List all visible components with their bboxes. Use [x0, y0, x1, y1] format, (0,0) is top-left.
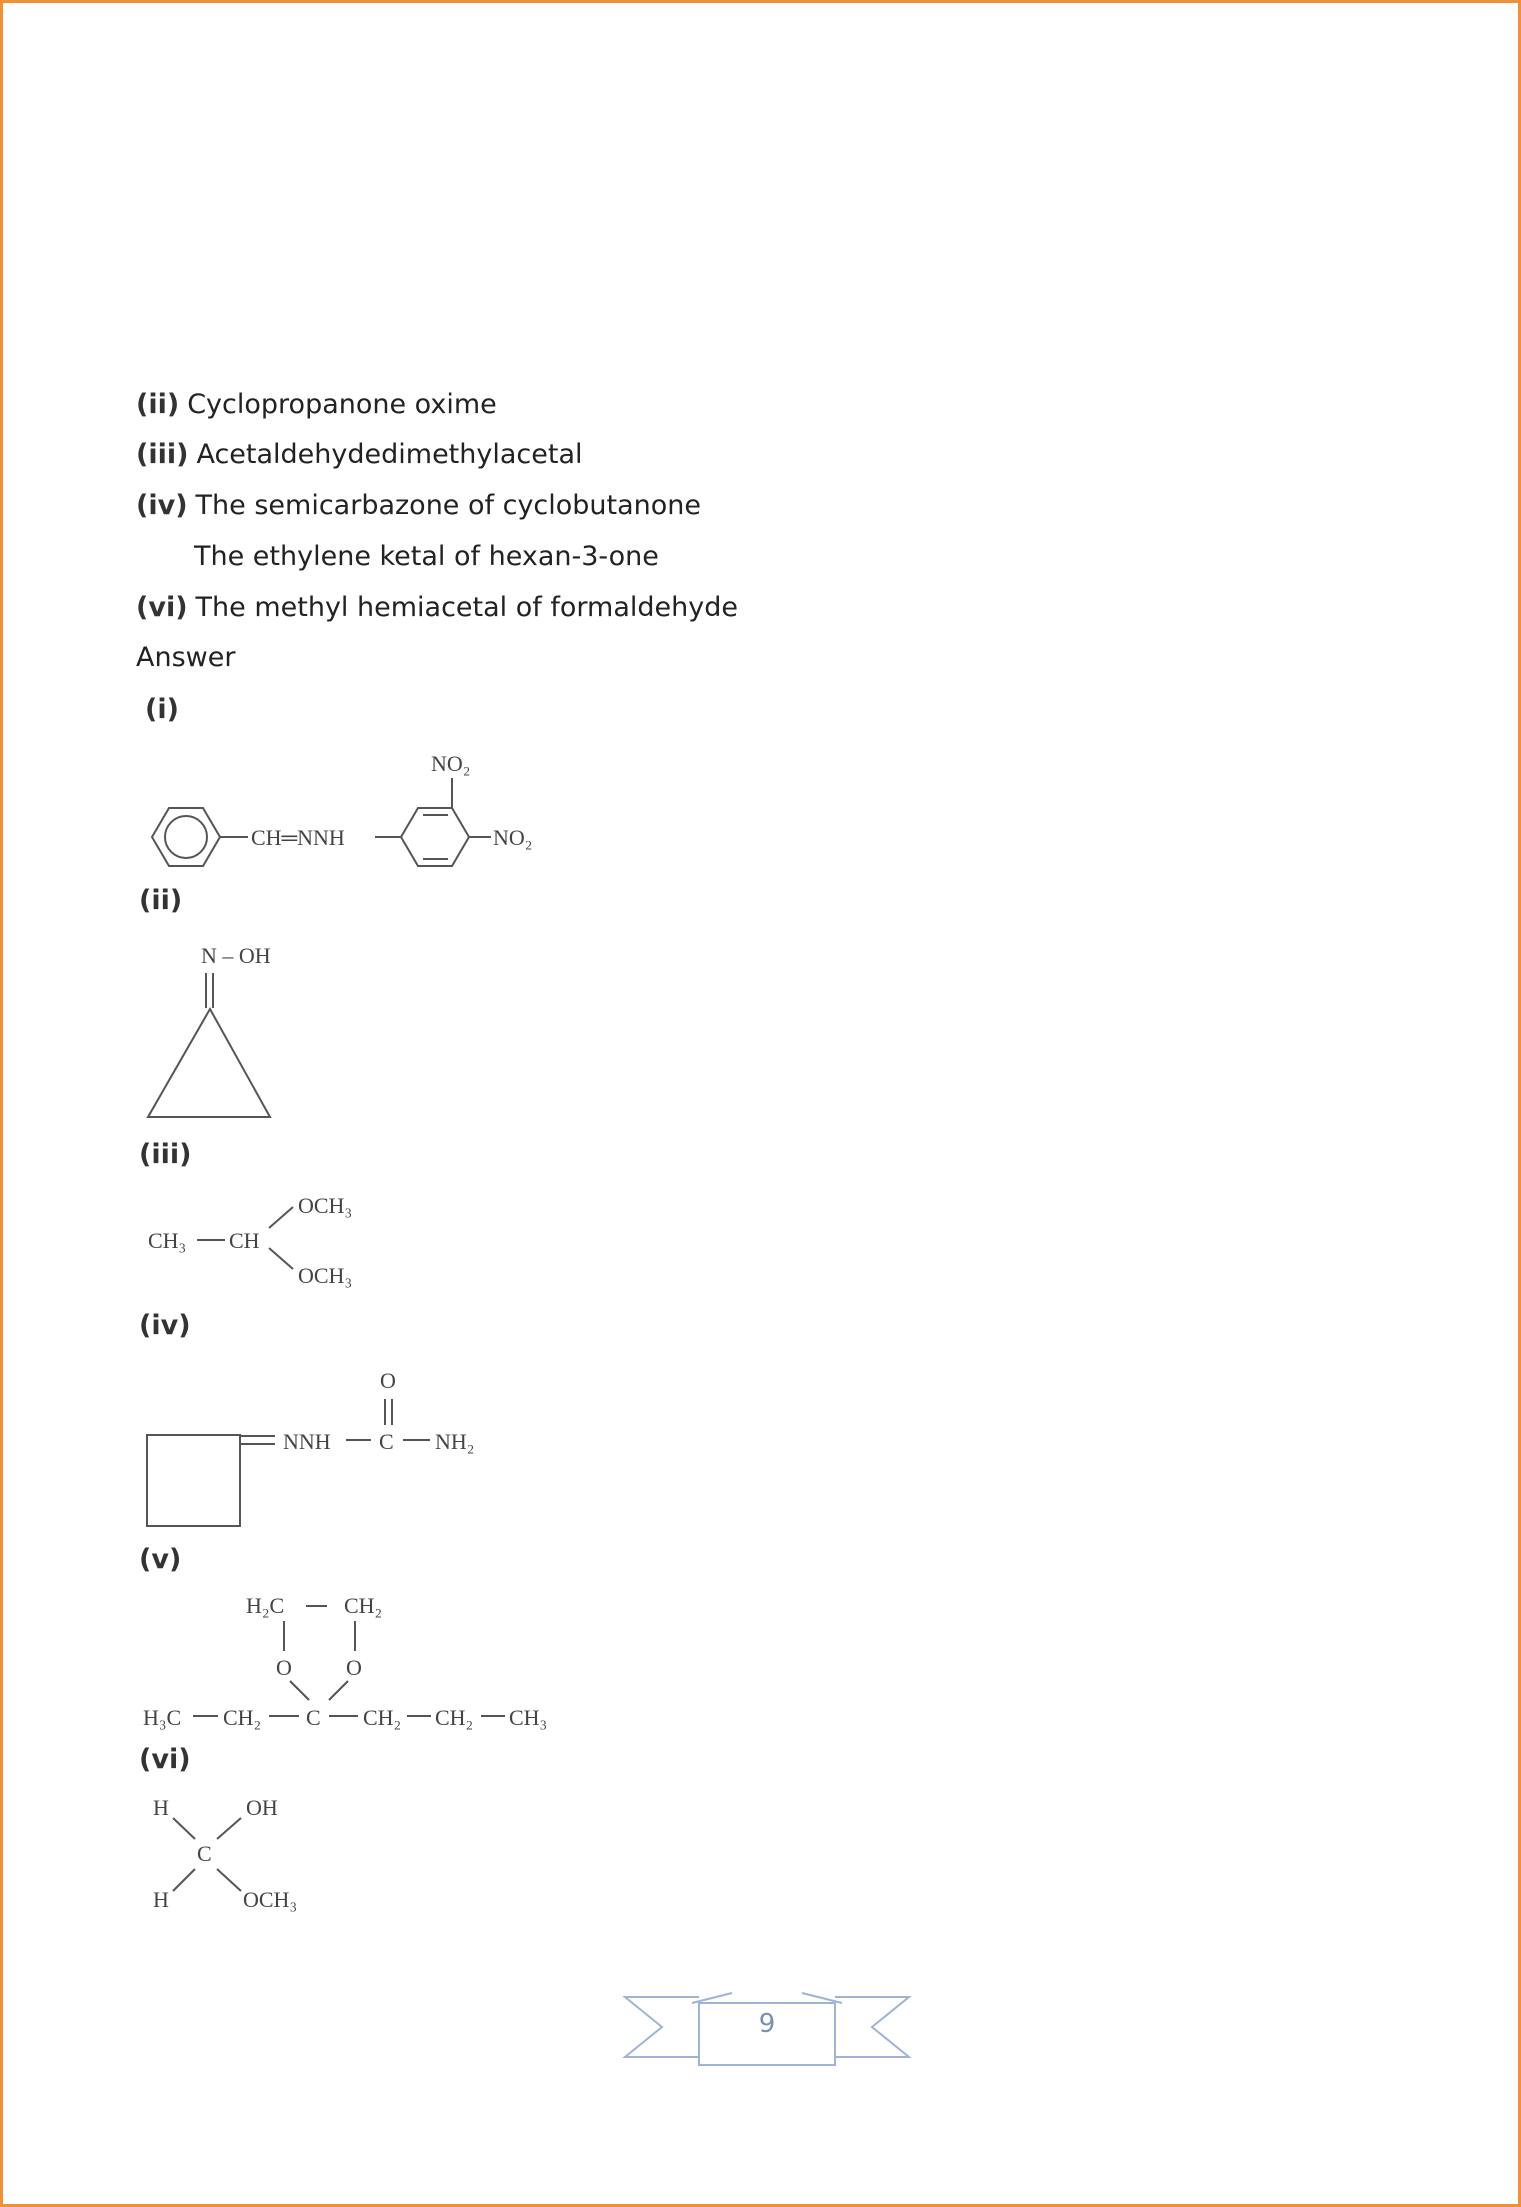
question-text: The semicarbazone of cyclobutanone [195, 490, 702, 521]
answer-label-vi: (vi) [139, 1744, 191, 1775]
answer-label-ii: (ii) [139, 885, 183, 916]
group-ch2: CH₂ [363, 1705, 402, 1730]
group-ch2: CH₂ [223, 1705, 262, 1730]
structure-i [152, 751, 532, 866]
group-nh2: NH₂ [435, 1429, 475, 1454]
group-ch3: CH₃ [509, 1705, 548, 1730]
group-h-bottom: H [153, 1887, 169, 1912]
question-number: (ii) [136, 389, 180, 420]
group-no2-right: NO₂ [493, 825, 533, 850]
answer-label-v: (v) [139, 1544, 182, 1575]
group-h3c: H₃C [143, 1705, 182, 1730]
question-text: Acetaldehydedimethylacetal [196, 439, 583, 470]
structure-iv [147, 1368, 474, 1526]
question-number: (iv) [136, 490, 188, 521]
group-ch: CH [229, 1228, 260, 1253]
group-och3-bottom: OCH₃ [298, 1263, 353, 1288]
group-o-right: O [346, 1655, 362, 1680]
group-c: C [379, 1429, 394, 1454]
answer-label-i: (i) [145, 694, 179, 725]
page-number: 9 [758, 2009, 776, 2039]
chemical-structures [3, 3, 1521, 2207]
structure-ii [148, 943, 271, 1117]
structure-vi [153, 1795, 297, 1912]
question-number: (iii) [136, 439, 189, 470]
group-h2c: H₂C [246, 1593, 285, 1618]
question-text: Cyclopropanone oxime [187, 389, 497, 420]
page-number-banner [622, 1987, 912, 2071]
structure-v [143, 1593, 547, 1730]
group-och3-top: OCH₃ [298, 1193, 353, 1218]
answer-heading: Answer [136, 642, 236, 673]
question-text: The ethylene ketal of hexan-3-one [194, 541, 659, 572]
group-h-top: H [153, 1795, 169, 1820]
group-och3: OCH₃ [243, 1887, 298, 1912]
group-ch2: CH₂ [435, 1705, 474, 1730]
group-o: O [380, 1368, 396, 1393]
group-c: C [197, 1841, 212, 1866]
question-text: The methyl hemiacetal of formaldehyde [195, 592, 738, 623]
group-ch3: CH₃ [148, 1228, 187, 1253]
group-o-left: O [276, 1655, 292, 1680]
group-c: C [306, 1705, 321, 1730]
question-number: (vi) [136, 592, 188, 623]
group-ch2-ring: CH₂ [344, 1593, 383, 1618]
group-nnh: NNH [283, 1429, 331, 1454]
group-no2-top: NO₂ [431, 751, 471, 776]
answer-label-iv: (iv) [139, 1310, 191, 1341]
group-n-oh: N – OH [201, 943, 271, 968]
group-oh: OH [246, 1795, 278, 1820]
group-ch-nnh: CH═NNH [251, 825, 345, 850]
answer-label-iii: (iii) [139, 1139, 192, 1170]
structure-iii [148, 1193, 352, 1288]
